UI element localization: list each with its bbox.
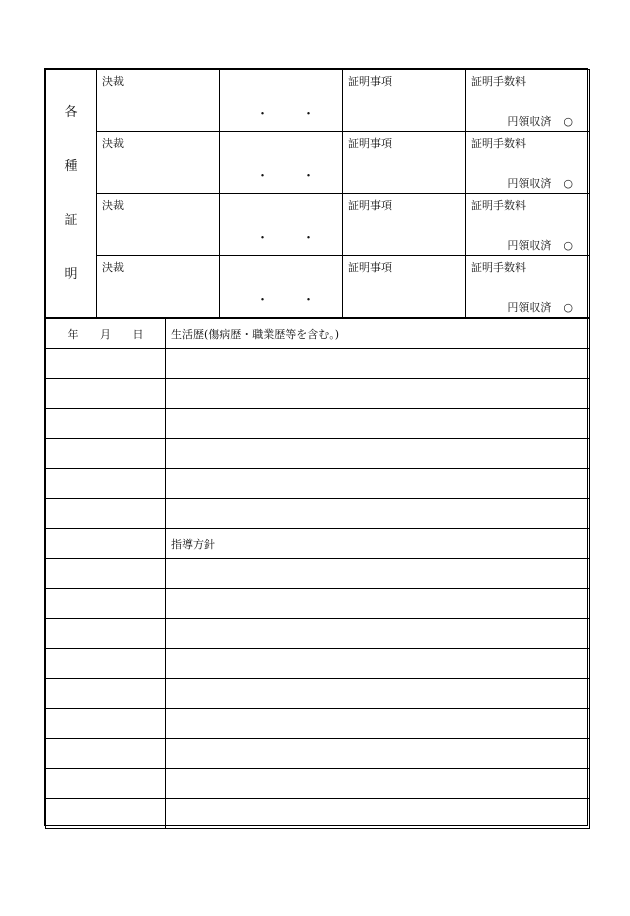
fee-label: 証明手数料 [471, 75, 526, 88]
date-entry-cell[interactable] [46, 409, 166, 439]
date-cell[interactable] [220, 132, 343, 194]
matter-cell[interactable] [343, 132, 466, 194]
certificates-table [45, 69, 590, 318]
receipt-label: 円領収済 [507, 301, 552, 314]
certificate-row [46, 256, 590, 318]
entry-cell[interactable] [166, 499, 590, 529]
date-dot: ・ [302, 107, 316, 122]
table-row [46, 619, 590, 649]
day-label: 日 [132, 327, 144, 341]
guidance-header-row [46, 529, 590, 559]
guidance-heading: 指導方針 [166, 529, 590, 559]
date-cell[interactable] [220, 194, 343, 256]
date-entry-cell[interactable] [46, 799, 166, 829]
receipt-circle: ○ [563, 177, 573, 190]
entry-cell[interactable] [166, 649, 590, 679]
date-entry-cell[interactable] [46, 439, 166, 469]
date-cell[interactable] [220, 70, 343, 132]
life-history-heading: 生活歴(傷病歴・職業歴等を含む。) [166, 319, 590, 349]
date-entry-cell[interactable] [46, 589, 166, 619]
date-entry-cell[interactable] [46, 469, 166, 499]
table-row [46, 439, 590, 469]
matter-cell[interactable] [343, 194, 466, 256]
date-entry-cell[interactable] [46, 529, 166, 559]
decision-label: 決裁 [102, 261, 124, 274]
date-entry-cell[interactable] [46, 349, 166, 379]
entry-cell[interactable] [166, 619, 590, 649]
decision-cell[interactable] [97, 194, 220, 256]
date-entry-cell[interactable] [46, 769, 166, 799]
decision-label: 決裁 [102, 75, 124, 88]
date-dot: ・ [256, 169, 270, 184]
date-entry-cell[interactable] [46, 619, 166, 649]
table-row [46, 469, 590, 499]
certificate-row [46, 194, 590, 256]
fee-label: 証明手数料 [471, 261, 526, 274]
date-dot: ・ [256, 293, 270, 308]
receipt-circle: ○ [563, 115, 573, 128]
table-row [46, 499, 590, 529]
entry-cell[interactable] [166, 469, 590, 499]
entry-cell[interactable] [166, 379, 590, 409]
entry-cell[interactable] [166, 409, 590, 439]
entry-cell[interactable] [166, 799, 590, 829]
fee-label: 証明手数料 [471, 137, 526, 150]
date-entry-cell[interactable] [46, 379, 166, 409]
month-label: 月 [100, 327, 111, 341]
date-dot: ・ [302, 293, 316, 308]
decision-label: 決裁 [102, 199, 124, 212]
certificates-side-label [46, 70, 97, 318]
date-dot: ・ [302, 231, 316, 246]
receipt-circle: ○ [563, 301, 573, 314]
certificate-row [46, 132, 590, 194]
certificate-row [46, 70, 590, 132]
history-header-row [46, 319, 590, 349]
receipt-circle: ○ [563, 239, 573, 252]
side-char: 明 [64, 266, 78, 282]
side-char: 各 [64, 104, 78, 120]
table-row [46, 679, 590, 709]
side-char: 証 [64, 212, 78, 228]
year-label: 年 [67, 327, 79, 341]
record-sheet [44, 68, 588, 826]
entry-cell[interactable] [166, 769, 590, 799]
matter-cell[interactable] [343, 256, 466, 318]
date-entry-cell[interactable] [46, 679, 166, 709]
fee-cell[interactable] [466, 256, 590, 318]
table-row [46, 379, 590, 409]
date-dot: ・ [302, 169, 316, 184]
table-row [46, 769, 590, 799]
receipt-label: 円領収済 [507, 239, 552, 252]
decision-cell[interactable] [97, 256, 220, 318]
fee-label: 証明手数料 [471, 199, 526, 212]
entry-cell[interactable] [166, 709, 590, 739]
decision-cell[interactable] [97, 70, 220, 132]
entry-cell[interactable] [166, 349, 590, 379]
table-row [46, 709, 590, 739]
table-row [46, 589, 590, 619]
date-dot: ・ [256, 231, 270, 246]
date-entry-cell[interactable] [46, 499, 166, 529]
fee-cell[interactable] [466, 132, 590, 194]
receipt-label: 円領収済 [507, 177, 552, 190]
matter-cell[interactable] [343, 70, 466, 132]
history-table [45, 318, 590, 829]
matter-label: 証明事項 [348, 199, 392, 212]
matter-label: 証明事項 [348, 137, 392, 150]
date-entry-cell[interactable] [46, 739, 166, 769]
matter-label: 証明事項 [348, 75, 392, 88]
date-entry-cell[interactable] [46, 649, 166, 679]
receipt-label: 円領収済 [507, 115, 552, 128]
entry-cell[interactable] [166, 589, 590, 619]
table-row [46, 649, 590, 679]
entry-cell[interactable] [166, 439, 590, 469]
entry-cell[interactable] [166, 739, 590, 769]
entry-cell[interactable] [166, 559, 590, 589]
decision-label: 決裁 [102, 137, 124, 150]
table-row [46, 349, 590, 379]
date-cell[interactable] [220, 256, 343, 318]
side-char: 種 [64, 158, 78, 174]
table-row [46, 409, 590, 439]
date-dot: ・ [256, 107, 270, 122]
entry-cell[interactable] [166, 679, 590, 709]
fee-cell[interactable] [466, 194, 590, 256]
table-row [46, 799, 590, 829]
date-entry-cell[interactable] [46, 709, 166, 739]
date-header [46, 319, 166, 349]
date-entry-cell[interactable] [46, 559, 166, 589]
decision-cell[interactable] [97, 132, 220, 194]
fee-cell[interactable] [466, 70, 590, 132]
table-row [46, 559, 590, 589]
matter-label: 証明事項 [348, 261, 392, 274]
table-row [46, 739, 590, 769]
